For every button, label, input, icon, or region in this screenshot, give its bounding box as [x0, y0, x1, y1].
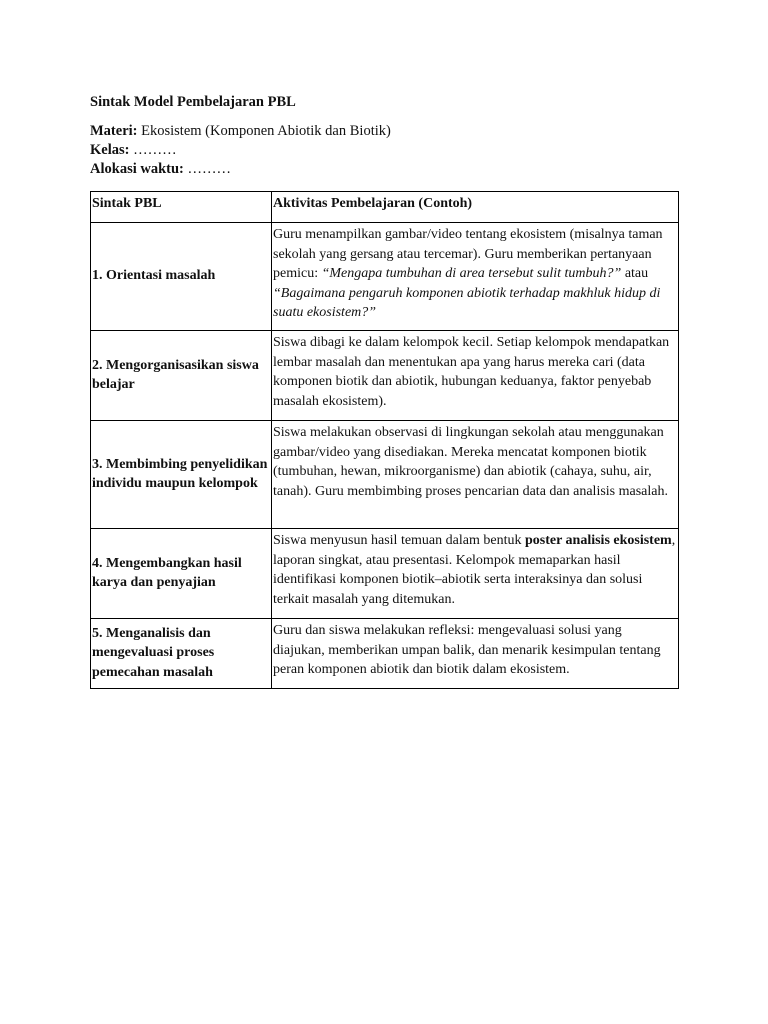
alokasi-label: Alokasi waktu: — [90, 161, 184, 177]
pbl-syntax-table — [90, 191, 679, 689]
activity-cell — [272, 223, 679, 331]
trigger-question-2: “Bagaimana pengaruh komponen abiotik terhadap makhluk hidup di suatu ekosistem?” — [273, 285, 661, 320]
table-row — [91, 421, 679, 529]
materi-label: Materi: — [90, 123, 138, 139]
kelas-value: ……… — [133, 142, 177, 158]
document-page — [90, 93, 678, 689]
activity-text: atau — [621, 266, 649, 281]
activity-text: Guru menampilkan gambar/video tentang ekosistem (misalnya taman sekolah yang gersang atau tercemar). Guru memberikan pertanyaan pemicu: — [273, 227, 663, 281]
table-row — [91, 529, 679, 619]
kelas-label: Kelas: — [90, 142, 130, 158]
stage-cell: 3. Membimbing penyelidikan individu maupun kelompok — [91, 421, 272, 529]
alokasi-value: ……… — [187, 161, 231, 177]
table-header-row — [91, 192, 679, 223]
trigger-question-1: “Mengapa tumbuhan di area tersebut sulit tumbuh?” — [321, 266, 622, 281]
document-title: Sintak Model Pembelajaran PBL — [90, 94, 296, 110]
activity-cell: Siswa melakukan observasi di lingkungan sekolah atau menggunakan gambar/video yang disediakan. Mereka mencatat komponen biotik (tumbuhan, hewan, mikroorganisme) dan abiotik (cahaya, suhu, air, tanah). Guru membimbing proses pencarian data dan analisis masalah. — [272, 421, 679, 529]
stage-cell: 1. Orientasi masalah — [91, 223, 272, 331]
activity-emphasis: poster analisis ekosistem — [524, 533, 672, 548]
table-row — [91, 331, 679, 421]
materi-value: Ekosistem (Komponen Abiotik dan Biotik) — [141, 123, 391, 139]
stage-cell: 5. Menganalisis dan mengevaluasi proses pemecahan masalah — [91, 619, 272, 689]
activity-cell: Guru dan siswa melakukan refleksi: mengevaluasi solusi yang diajukan, memberikan umpan balik, dan menarik kesimpulan tentang peran komponen abiotik dan biotik dalam ekosistem. — [272, 619, 679, 689]
table-row — [91, 223, 679, 331]
activity-cell — [272, 529, 679, 619]
activity-text: , laporan singkat, atau presentasi. Kelompok memaparkan hasil identifikasi komponen biotik–abiotik serta interaksinya dan solusi terkait masalah yang ditemukan. — [273, 533, 676, 607]
table-row — [91, 619, 679, 689]
header-sintak: Sintak PBL — [91, 192, 272, 223]
stage-cell: 2. Mengorganisasikan siswa belajar — [91, 331, 272, 421]
header-aktivitas: Aktivitas Pembelajaran (Contoh) — [272, 192, 679, 223]
activity-cell: Siswa dibagi ke dalam kelompok kecil. Setiap kelompok mendapatkan lembar masalah dan menentukan apa yang harus mereka cari (data komponen biotik dan abiotik, hubungan keduanya, faktor penyebab masalah ekosistem). — [272, 331, 679, 421]
alokasi-line — [90, 160, 678, 179]
stage-cell: 4. Mengembangkan hasil karya dan penyajian — [91, 529, 272, 619]
kelas-line — [90, 141, 678, 160]
activity-text: Siswa menyusun hasil temuan dalam bentuk — [273, 533, 525, 548]
materi-line — [90, 122, 678, 141]
